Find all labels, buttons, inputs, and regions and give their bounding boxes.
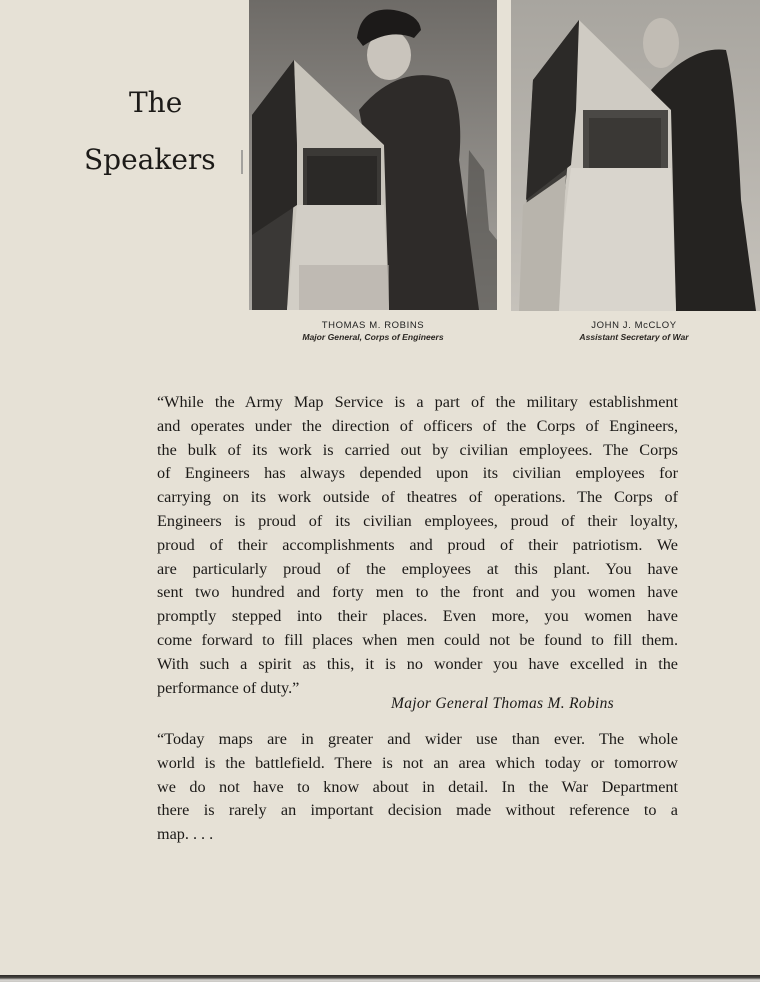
quote-line: world is the battlefield. There is not an area which today or tomorrow (157, 753, 678, 772)
quote-line: map. . . . (157, 825, 214, 844)
quote-line: we do not have to know about in detail. In the War Department (157, 777, 678, 796)
quote-line: carrying on its work outside of theatres of operations. The Corps of (157, 488, 678, 507)
quote-line: come forward to fill places when men could not be found to fill them. (157, 630, 678, 649)
quote-line: of Engineers has always depended upon its civilian employees for (157, 464, 678, 483)
quote-robins (157, 391, 678, 700)
quote-line: sent two hundred and forty men to the front and you women have (157, 583, 678, 602)
quote-line: Engineers is proud of its civilian employees, proud of their loyalty, (157, 511, 678, 530)
quote-line: are particularly proud of the employees at this plant. You have (157, 559, 678, 578)
quote-line: proud of their accomplishments and proud of their patriotism. We (157, 535, 678, 554)
caption-mccloy-role: Assistant Secretary of War (579, 332, 689, 342)
photo-robins-image (249, 0, 497, 310)
heading-speakers: Speakers (84, 143, 216, 176)
quote-line: and operates under the direction of officers of the Corps of Engineers, (157, 416, 678, 435)
photo-mccloy (511, 0, 760, 311)
quote-line: there is rarely an important decision made without reference to a (157, 801, 678, 820)
quote-attribution-robins: Major General Thomas M. Robins (391, 695, 614, 712)
caption-robins-role: Major General, Corps of Engineers (302, 332, 444, 342)
caption-mccloy-name: JOHN J. McCLOY (591, 320, 677, 331)
binding-mark (241, 150, 243, 174)
quote-line: “Today maps are in greater and wider use than ever. The whole (157, 730, 678, 748)
caption-robins-name: THOMAS M. ROBINS (321, 320, 425, 331)
quote-mccloy (157, 728, 678, 847)
caption-mccloy (504, 320, 760, 342)
quote-line: “While the Army Map Service is a part of the military establishment (157, 393, 678, 411)
caption-robins (243, 320, 503, 342)
heading-the: The (129, 86, 183, 119)
photo-mccloy-image (511, 0, 760, 311)
quote-line: promptly stepped into their places. Even more, you women have (157, 607, 678, 626)
photo-robins (249, 0, 497, 310)
quote-line: With such a spirit as this, it is no wonder you have excelled in the (157, 654, 678, 673)
page-bottom-edge (0, 975, 760, 982)
quote-line: the bulk of its work is carried out by civilian employees. The Corps (157, 440, 678, 459)
quote-line: performance of duty.” (157, 678, 300, 697)
